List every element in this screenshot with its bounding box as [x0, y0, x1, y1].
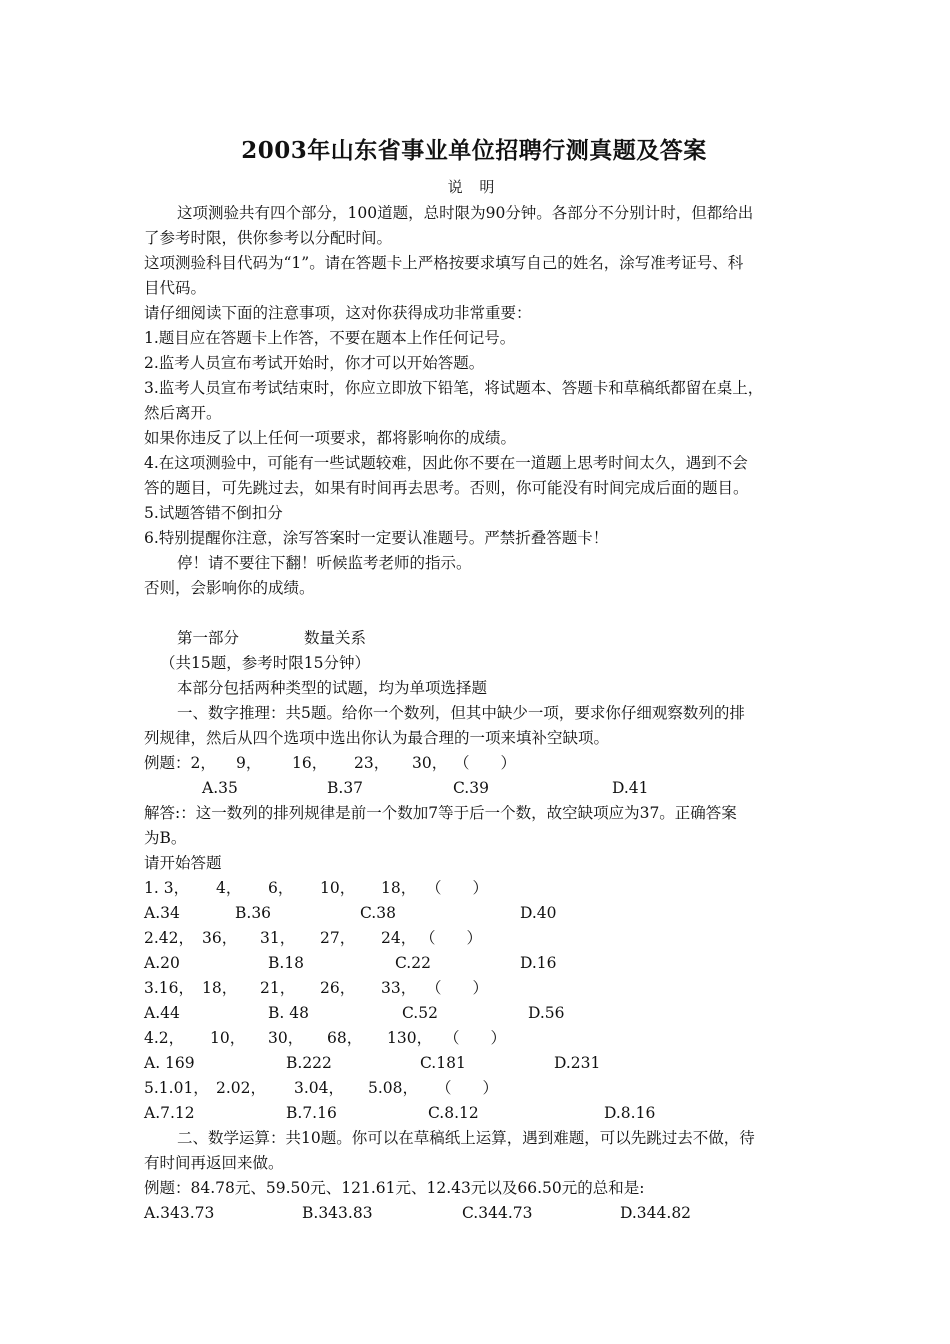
stop-notice-cont: 否则，会影响你的成绩。	[144, 579, 315, 597]
example-term: 16，	[292, 754, 328, 772]
option: B.343.83	[302, 1204, 373, 1222]
question-options	[144, 1101, 804, 1126]
option: D.41	[612, 779, 649, 797]
page-title: 2003年山东省事业单位招聘行测真题及答案	[241, 137, 707, 164]
section-intro-cont: 有时间再返回来做。	[144, 1154, 284, 1172]
option: C.8.12	[428, 1104, 479, 1122]
option: B.37	[327, 779, 364, 797]
option: C.344.73	[462, 1204, 533, 1222]
notice-item: 6.特别提醒你注意，涂写答案时一定要认准题号。严禁折叠答题卡！	[144, 529, 609, 547]
option: B.222	[286, 1054, 332, 1072]
option: A.44	[144, 1004, 180, 1022]
term: 5.08，	[368, 1079, 419, 1097]
term: 4，	[216, 879, 242, 897]
term: 3.04，	[294, 1079, 345, 1097]
term: 18，	[202, 979, 238, 997]
option: D.231	[554, 1054, 601, 1072]
term: 10，	[320, 879, 356, 897]
term: 18，	[381, 879, 417, 897]
option: C.39	[453, 779, 489, 797]
part-description: 本部分包括两种类型的试题，均为单项选择题	[177, 679, 488, 697]
intro-paragraph: 请仔细阅读下面的注意事项，这对你获得成功非常重要：	[144, 304, 532, 322]
intro-paragraph: 这项测验科目代码为“1”。请在答题卡上严格按要求填写自己的姓名，涂写准考证号、科	[144, 254, 744, 272]
question-stem	[144, 976, 804, 1001]
notice-item-cont: 答的题目，可先跳过去，如果有时间再去思考。否则，你可能没有时间完成后面的题目。	[144, 479, 749, 497]
example-options	[144, 776, 804, 801]
question-options	[144, 1001, 804, 1026]
example-answer: 解答:：这一数列的排列规律是前一个数加7等于后一个数，故空缺项应为37。正确答案	[144, 804, 737, 822]
part-name: 第一部分	[177, 629, 240, 647]
notice-item: 2.监考人员宣布考试开始时，你才可以开始答题。	[144, 354, 485, 372]
notice-item: 1.题目应在答题卡上作答，不要在题本上作任何记号。	[144, 329, 516, 347]
section-intro: 一、数字推理：共5题。给你一个数列，但其中缺少一项，要求你仔细观察数列的排	[177, 704, 745, 722]
option: B.36	[235, 904, 272, 922]
stop-notice: 停！请不要往下翻！听候监考老师的指示。	[177, 554, 472, 572]
term: 27，	[320, 929, 356, 947]
example-label: 例题：2，	[144, 754, 216, 772]
term: 2.02，	[216, 1079, 267, 1097]
option: C.181	[420, 1054, 466, 1072]
intro-paragraph: 这项测验共有四个部分，100道题，总时限为90分钟。各部分不分别计时，但都给出	[177, 204, 754, 222]
answer-blank: （ ）	[426, 979, 489, 997]
option: D.344.82	[620, 1204, 692, 1222]
notice-item-cont: 然后离开。	[144, 404, 222, 422]
example-term: 23，	[354, 754, 390, 772]
intro-paragraph-cont: 了参考时限，供你参考以分配时间。	[144, 229, 393, 247]
example-options	[144, 1201, 804, 1226]
option: A.7.12	[144, 1104, 195, 1122]
example-answer-cont: 为B。	[144, 829, 187, 847]
example-blank: （ ）	[454, 754, 517, 772]
option: D.56	[528, 1004, 565, 1022]
term: 130，	[387, 1029, 433, 1047]
answer-blank: （ ）	[444, 1029, 507, 1047]
option: D.40	[520, 904, 557, 922]
option: C.52	[402, 1004, 438, 1022]
part-heading	[144, 626, 804, 651]
example-stem	[144, 751, 804, 776]
example-term: 9，	[236, 754, 262, 772]
term: 31，	[260, 929, 296, 947]
answer-blank: （ ）	[426, 879, 489, 897]
term: 1. 3，	[144, 879, 190, 897]
term: 26，	[320, 979, 356, 997]
option: A. 169	[144, 1054, 195, 1072]
term: 21，	[260, 979, 296, 997]
question-options	[144, 951, 804, 976]
example-term: 30，	[412, 754, 448, 772]
term: 2.42，	[144, 929, 195, 947]
term: 5.1.01，	[144, 1079, 209, 1097]
option: A.34	[144, 904, 180, 922]
section-intro: 二、数学运算：共10题。你可以在草稿纸上运算，遇到难题，可以先跳过去不做，待	[177, 1129, 755, 1147]
term: 3.16，	[144, 979, 195, 997]
answer-blank: （ ）	[420, 929, 483, 947]
part-note: （共15题，参考时限15分钟）	[160, 654, 370, 672]
term: 4.2，	[144, 1029, 185, 1047]
part-topic: 数量关系	[304, 629, 367, 647]
question-stem	[144, 926, 804, 951]
notice-item: 4.在这项测验中，可能有一些试题较难，因此你不要在一道题上思考时间太久，遇到不会	[144, 454, 748, 472]
example-stem: 例题：84.78元、59.50元、121.61元、12.43元以及66.50元的总和是:	[144, 1179, 645, 1197]
option: C.38	[360, 904, 396, 922]
option: A.20	[144, 954, 180, 972]
intro-paragraph-cont: 目代码。	[144, 279, 207, 297]
option: D.16	[520, 954, 557, 972]
question-options	[144, 901, 804, 926]
warning-text: 如果你违反了以上任何一项要求，都将影响你的成绩。	[144, 429, 517, 447]
notice-item: 5.试题答错不倒扣分	[144, 504, 283, 522]
term: 6，	[268, 879, 294, 897]
question-stem	[144, 1026, 804, 1051]
term: 30，	[268, 1029, 304, 1047]
option: D.8.16	[604, 1104, 656, 1122]
term: 33，	[381, 979, 417, 997]
answer-blank: （ ）	[436, 1079, 499, 1097]
notice-item: 3.监考人员宣布考试结束时，你应立即放下铅笔，将试题本、答题卡和草稿纸都留在桌上，	[144, 379, 764, 397]
start-prompt: 请开始答题	[144, 854, 222, 872]
term: 24，	[381, 929, 417, 947]
option: A.343.73	[144, 1204, 215, 1222]
option: B. 48	[268, 1004, 309, 1022]
document-body	[144, 201, 804, 1226]
option: B.18	[268, 954, 305, 972]
subtitle: 说 明	[447, 178, 501, 196]
term: 68，	[327, 1029, 363, 1047]
term: 36，	[202, 929, 238, 947]
section-intro-cont: 列规律，然后从四个选项中选出你认为最合理的一项来填补空缺项。	[144, 729, 610, 747]
option: B.7.16	[286, 1104, 337, 1122]
term: 10，	[210, 1029, 246, 1047]
option: C.22	[395, 954, 431, 972]
question-options	[144, 1051, 804, 1076]
question-stem	[144, 876, 804, 901]
question-stem	[144, 1076, 804, 1101]
option: A.35	[202, 779, 238, 797]
